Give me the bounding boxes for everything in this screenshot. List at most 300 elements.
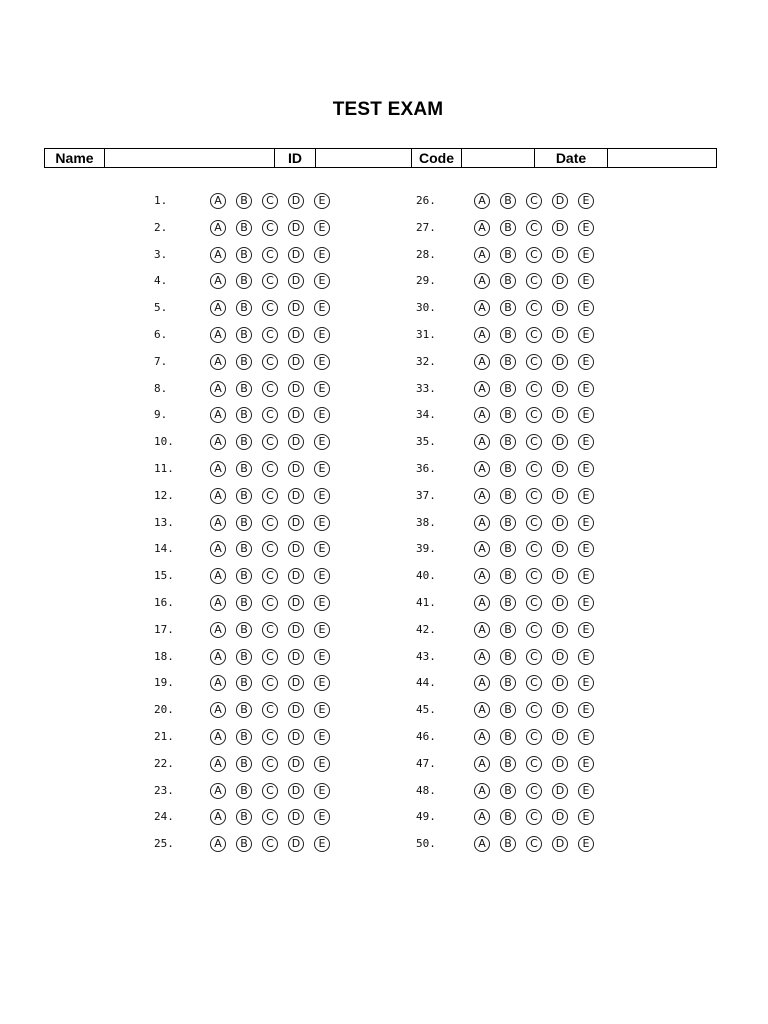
question-number: 17. xyxy=(154,623,174,636)
answer-bubble-a[interactable]: A xyxy=(474,247,490,263)
answer-bubble-c[interactable]: C xyxy=(262,488,278,504)
answer-bubble-c[interactable]: C xyxy=(262,515,278,531)
answer-bubble-e[interactable]: E xyxy=(578,461,594,477)
answer-bubble-b[interactable]: B xyxy=(500,836,516,852)
answer-bubble-e[interactable]: E xyxy=(578,568,594,584)
answer-bubble-a[interactable]: A xyxy=(210,568,226,584)
answer-bubble-b[interactable]: B xyxy=(236,327,252,343)
answer-bubble-e[interactable]: E xyxy=(314,247,330,263)
answer-bubble-a[interactable]: A xyxy=(474,461,490,477)
answer-bubble-d[interactable]: D xyxy=(288,354,304,370)
answer-bubble-d[interactable]: D xyxy=(552,702,568,718)
answer-bubble-e[interactable]: E xyxy=(314,568,330,584)
question-number: 44. xyxy=(416,676,436,689)
question-number: 24. xyxy=(154,810,174,823)
answer-bubble-d[interactable]: D xyxy=(552,354,568,370)
question-number: 47. xyxy=(416,757,436,770)
answer-bubble-b[interactable]: B xyxy=(500,675,516,691)
answer-bubble-b[interactable]: B xyxy=(500,381,516,397)
answer-bubble-d[interactable]: D xyxy=(288,488,304,504)
answer-bubble-a[interactable]: A xyxy=(210,675,226,691)
answer-bubble-e[interactable]: E xyxy=(578,809,594,825)
answer-bubble-b[interactable]: B xyxy=(236,488,252,504)
answer-bubble-e[interactable]: E xyxy=(314,675,330,691)
answer-bubble-a[interactable]: A xyxy=(210,622,226,638)
answer-bubble-c[interactable]: C xyxy=(262,675,278,691)
answer-bubble-b[interactable]: B xyxy=(236,702,252,718)
answer-bubble-b[interactable]: B xyxy=(236,434,252,450)
answer-bubble-c[interactable]: C xyxy=(526,247,542,263)
answer-bubble-a[interactable]: A xyxy=(210,541,226,557)
answer-bubble-e[interactable]: E xyxy=(578,354,594,370)
answer-bubble-a[interactable]: A xyxy=(210,193,226,209)
answer-bubble-b[interactable]: B xyxy=(236,541,252,557)
answer-bubble-e[interactable]: E xyxy=(314,622,330,638)
answer-bubble-c[interactable]: C xyxy=(262,327,278,343)
answer-bubble-e[interactable]: E xyxy=(314,193,330,209)
answer-bubble-c[interactable]: C xyxy=(526,568,542,584)
answer-bubble-d[interactable]: D xyxy=(552,247,568,263)
answer-bubble-e[interactable]: E xyxy=(578,622,594,638)
answer-bubble-a[interactable]: A xyxy=(210,595,226,611)
answer-bubble-d[interactable]: D xyxy=(552,381,568,397)
answer-bubble-c[interactable]: C xyxy=(262,354,278,370)
answer-bubble-a[interactable]: A xyxy=(210,702,226,718)
question-number: 4. xyxy=(154,274,168,287)
answer-bubble-a[interactable]: A xyxy=(474,327,490,343)
question-number: 12. xyxy=(154,489,174,502)
answer-bubble-e[interactable]: E xyxy=(578,756,594,772)
answer-bubble-e[interactable]: E xyxy=(578,649,594,665)
answer-bubble-a[interactable]: A xyxy=(474,836,490,852)
answer-bubble-e[interactable]: E xyxy=(578,247,594,263)
answer-bubble-b[interactable]: B xyxy=(500,756,516,772)
answer-bubble-b[interactable]: B xyxy=(500,434,516,450)
answer-bubble-a[interactable]: A xyxy=(474,220,490,236)
answer-bubble-e[interactable]: E xyxy=(314,809,330,825)
question-number: 37. xyxy=(416,489,436,502)
answer-bubble-c[interactable]: C xyxy=(262,809,278,825)
question-number: 35. xyxy=(416,435,436,448)
answer-bubble-c[interactable]: C xyxy=(526,515,542,531)
answer-bubble-d[interactable]: D xyxy=(552,488,568,504)
answer-bubble-e[interactable]: E xyxy=(578,407,594,423)
question-number: 45. xyxy=(416,703,436,716)
answer-bubble-a[interactable]: A xyxy=(210,247,226,263)
answer-bubble-c[interactable]: C xyxy=(526,595,542,611)
answer-bubble-b[interactable]: B xyxy=(500,702,516,718)
answer-bubble-a[interactable]: A xyxy=(474,381,490,397)
answer-bubble-c[interactable]: C xyxy=(526,327,542,343)
question-number: 27. xyxy=(416,221,436,234)
answer-bubble-b[interactable]: B xyxy=(500,247,516,263)
answer-bubble-a[interactable]: A xyxy=(474,595,490,611)
question-number: 33. xyxy=(416,382,436,395)
answer-bubble-b[interactable]: B xyxy=(236,595,252,611)
answer-bubble-d[interactable]: D xyxy=(288,407,304,423)
name-label: Name xyxy=(45,149,105,167)
question-number: 32. xyxy=(416,355,436,368)
answer-bubble-a[interactable]: A xyxy=(474,809,490,825)
answer-bubble-c[interactable]: C xyxy=(262,461,278,477)
answer-bubble-c[interactable]: C xyxy=(262,622,278,638)
answer-bubble-b[interactable]: B xyxy=(236,783,252,799)
answer-bubble-c[interactable]: C xyxy=(262,247,278,263)
answer-bubble-a[interactable]: A xyxy=(474,702,490,718)
answer-bubble-a[interactable]: A xyxy=(474,568,490,584)
answer-bubble-d[interactable]: D xyxy=(288,595,304,611)
answer-bubble-b[interactable]: B xyxy=(500,622,516,638)
answer-bubble-b[interactable]: B xyxy=(500,568,516,584)
answer-bubble-e[interactable]: E xyxy=(314,783,330,799)
answer-bubble-a[interactable]: A xyxy=(474,622,490,638)
student-info-table xyxy=(44,148,717,168)
answer-bubble-e[interactable]: E xyxy=(578,381,594,397)
answer-bubble-c[interactable]: C xyxy=(262,595,278,611)
answer-bubble-d[interactable]: D xyxy=(552,649,568,665)
answer-bubble-e[interactable]: E xyxy=(314,515,330,531)
answer-bubble-c[interactable]: C xyxy=(526,541,542,557)
answer-bubble-b[interactable]: B xyxy=(500,327,516,343)
question-number: 49. xyxy=(416,810,436,823)
answer-bubble-c[interactable]: C xyxy=(526,783,542,799)
answer-bubble-a[interactable]: A xyxy=(474,649,490,665)
answer-bubble-e[interactable]: E xyxy=(314,702,330,718)
answer-bubble-a[interactable]: A xyxy=(474,300,490,316)
answer-bubble-b[interactable]: B xyxy=(500,649,516,665)
answer-bubble-c[interactable]: C xyxy=(262,220,278,236)
answer-bubble-a[interactable]: A xyxy=(474,488,490,504)
answer-bubble-a[interactable]: A xyxy=(210,836,226,852)
question-number: 39. xyxy=(416,542,436,555)
answer-bubble-d[interactable]: D xyxy=(288,836,304,852)
answer-bubble-e[interactable]: E xyxy=(314,407,330,423)
answer-bubble-b[interactable]: B xyxy=(500,541,516,557)
answer-bubble-c[interactable]: C xyxy=(526,622,542,638)
question-number: 34. xyxy=(416,408,436,421)
answer-bubble-b[interactable]: B xyxy=(236,729,252,745)
answer-bubble-b[interactable]: B xyxy=(500,461,516,477)
answer-bubble-c[interactable]: C xyxy=(262,836,278,852)
answer-bubble-a[interactable]: A xyxy=(474,407,490,423)
answer-bubble-b[interactable]: B xyxy=(236,247,252,263)
question-number: 14. xyxy=(154,542,174,555)
answer-bubble-b[interactable]: B xyxy=(500,354,516,370)
answer-bubble-b[interactable]: B xyxy=(236,273,252,289)
answer-bubble-a[interactable]: A xyxy=(474,675,490,691)
answer-bubble-d[interactable]: D xyxy=(552,541,568,557)
answer-bubble-d[interactable]: D xyxy=(552,756,568,772)
answer-bubble-c[interactable]: C xyxy=(526,756,542,772)
question-number: 15. xyxy=(154,569,174,582)
answer-bubble-b[interactable]: B xyxy=(500,273,516,289)
answer-bubble-b[interactable]: B xyxy=(236,300,252,316)
answer-bubble-b[interactable]: B xyxy=(236,622,252,638)
id-field[interactable] xyxy=(316,149,412,167)
answer-bubble-e[interactable]: E xyxy=(578,729,594,745)
answer-bubble-e[interactable]: E xyxy=(578,836,594,852)
answer-bubble-c[interactable]: C xyxy=(526,836,542,852)
answer-bubble-d[interactable]: D xyxy=(552,515,568,531)
page-title: TEST EXAM xyxy=(332,99,444,120)
answer-bubble-e[interactable]: E xyxy=(578,783,594,799)
answer-bubble-c[interactable]: C xyxy=(526,434,542,450)
answer-bubble-d[interactable]: D xyxy=(288,461,304,477)
question-number: 6. xyxy=(154,328,168,341)
answer-bubble-e[interactable]: E xyxy=(578,702,594,718)
answer-bubble-d[interactable]: D xyxy=(552,220,568,236)
answer-bubble-c[interactable]: C xyxy=(526,407,542,423)
answer-bubble-c[interactable]: C xyxy=(526,220,542,236)
answer-bubble-a[interactable]: A xyxy=(210,354,226,370)
answer-bubble-a[interactable]: A xyxy=(474,515,490,531)
answer-bubble-c[interactable]: C xyxy=(526,702,542,718)
question-number: 40. xyxy=(416,569,436,582)
answer-bubble-c[interactable]: C xyxy=(262,273,278,289)
answer-bubble-b[interactable]: B xyxy=(236,461,252,477)
answer-bubble-a[interactable]: A xyxy=(210,649,226,665)
question-number: 26. xyxy=(416,194,436,207)
answer-bubble-d[interactable]: D xyxy=(288,300,304,316)
answer-bubble-a[interactable]: A xyxy=(210,381,226,397)
answer-bubble-d[interactable]: D xyxy=(288,434,304,450)
question-number: 22. xyxy=(154,757,174,770)
answer-bubble-e[interactable]: E xyxy=(314,381,330,397)
answer-bubble-b[interactable]: B xyxy=(500,193,516,209)
answer-bubble-b[interactable]: B xyxy=(236,756,252,772)
answer-bubble-a[interactable]: A xyxy=(474,783,490,799)
answer-bubble-e[interactable]: E xyxy=(314,729,330,745)
answer-bubble-d[interactable]: D xyxy=(552,300,568,316)
answer-bubble-a[interactable]: A xyxy=(210,273,226,289)
answer-bubble-c[interactable]: C xyxy=(262,649,278,665)
date-field[interactable] xyxy=(608,149,716,167)
answer-bubble-b[interactable]: B xyxy=(500,595,516,611)
answer-bubble-e[interactable]: E xyxy=(578,434,594,450)
answer-bubble-c[interactable]: C xyxy=(526,649,542,665)
answer-bubble-b[interactable]: B xyxy=(236,568,252,584)
answer-bubble-b[interactable]: B xyxy=(236,809,252,825)
code-input[interactable] xyxy=(462,150,534,168)
answer-bubble-d[interactable]: D xyxy=(288,809,304,825)
answer-bubble-a[interactable]: A xyxy=(210,434,226,450)
answer-bubble-e[interactable]: E xyxy=(578,541,594,557)
answer-bubble-b[interactable]: B xyxy=(500,407,516,423)
answer-bubble-b[interactable]: B xyxy=(500,300,516,316)
answer-bubble-c[interactable]: C xyxy=(526,461,542,477)
answer-bubble-c[interactable]: C xyxy=(526,729,542,745)
answer-bubble-d[interactable]: D xyxy=(552,675,568,691)
answer-bubble-a[interactable]: A xyxy=(210,220,226,236)
answer-bubble-a[interactable]: A xyxy=(474,729,490,745)
question-number: 16. xyxy=(154,596,174,609)
answer-bubble-e[interactable]: E xyxy=(578,595,594,611)
question-number: 8. xyxy=(154,382,168,395)
answer-bubble-c[interactable]: C xyxy=(526,488,542,504)
answer-bubble-a[interactable]: A xyxy=(210,783,226,799)
answer-bubble-c[interactable]: C xyxy=(262,407,278,423)
question-number: 38. xyxy=(416,516,436,529)
answer-bubble-a[interactable]: A xyxy=(210,327,226,343)
answer-bubble-e[interactable]: E xyxy=(578,327,594,343)
answer-bubble-d[interactable]: D xyxy=(552,273,568,289)
answer-bubble-d[interactable]: D xyxy=(288,273,304,289)
answer-bubble-d[interactable]: D xyxy=(288,675,304,691)
answer-bubble-b[interactable]: B xyxy=(236,515,252,531)
answer-bubble-a[interactable]: A xyxy=(474,273,490,289)
id-input[interactable] xyxy=(316,150,411,168)
answer-bubble-a[interactable]: A xyxy=(474,541,490,557)
answer-bubble-c[interactable]: C xyxy=(262,541,278,557)
answer-bubble-c[interactable]: C xyxy=(262,756,278,772)
question-number: 20. xyxy=(154,703,174,716)
answer-bubble-d[interactable]: D xyxy=(552,783,568,799)
date-input[interactable] xyxy=(608,150,716,168)
answer-bubble-c[interactable]: C xyxy=(526,300,542,316)
answer-bubble-b[interactable]: B xyxy=(236,220,252,236)
answer-bubble-a[interactable]: A xyxy=(210,756,226,772)
answer-bubble-e[interactable]: E xyxy=(314,300,330,316)
answer-bubble-c[interactable]: C xyxy=(526,354,542,370)
question-number: 31. xyxy=(416,328,436,341)
answer-bubble-d[interactable]: D xyxy=(288,756,304,772)
answer-bubble-e[interactable]: E xyxy=(314,273,330,289)
answer-bubble-c[interactable]: C xyxy=(262,568,278,584)
answer-bubble-b[interactable]: B xyxy=(236,675,252,691)
answer-bubble-e[interactable]: E xyxy=(314,461,330,477)
answer-bubble-b[interactable]: B xyxy=(500,783,516,799)
answer-bubble-e[interactable]: E xyxy=(314,434,330,450)
answer-bubble-c[interactable]: C xyxy=(262,434,278,450)
answer-bubble-d[interactable]: D xyxy=(288,783,304,799)
question-number: 42. xyxy=(416,623,436,636)
answer-bubble-a[interactable]: A xyxy=(474,354,490,370)
answer-bubble-a[interactable]: A xyxy=(210,515,226,531)
answer-bubble-b[interactable]: B xyxy=(500,515,516,531)
answer-bubble-d[interactable]: D xyxy=(552,622,568,638)
answer-bubble-e[interactable]: E xyxy=(314,327,330,343)
answer-bubble-c[interactable]: C xyxy=(526,675,542,691)
answer-bubble-d[interactable]: D xyxy=(288,220,304,236)
question-number: 2. xyxy=(154,221,168,234)
answer-bubble-c[interactable]: C xyxy=(526,809,542,825)
answer-bubble-a[interactable]: A xyxy=(210,809,226,825)
answer-bubble-d[interactable]: D xyxy=(552,568,568,584)
answer-bubble-b[interactable]: B xyxy=(236,407,252,423)
question-number: 11. xyxy=(154,462,174,475)
answer-bubble-b[interactable]: B xyxy=(500,809,516,825)
answer-bubble-c[interactable]: C xyxy=(262,783,278,799)
question-number: 28. xyxy=(416,248,436,261)
question-number: 3. xyxy=(154,248,168,261)
answer-bubble-d[interactable]: D xyxy=(552,193,568,209)
answer-bubble-b[interactable]: B xyxy=(236,836,252,852)
answer-bubble-a[interactable]: A xyxy=(474,193,490,209)
answer-bubble-d[interactable]: D xyxy=(288,702,304,718)
answer-bubble-e[interactable]: E xyxy=(314,488,330,504)
answer-bubble-e[interactable]: E xyxy=(578,220,594,236)
answer-bubble-a[interactable]: A xyxy=(474,756,490,772)
answer-bubble-a[interactable]: A xyxy=(210,729,226,745)
name-input[interactable] xyxy=(105,150,274,168)
answer-bubble-d[interactable]: D xyxy=(288,622,304,638)
answer-bubble-e[interactable]: E xyxy=(578,515,594,531)
answer-bubble-d[interactable]: D xyxy=(288,515,304,531)
answer-bubble-e[interactable]: E xyxy=(314,836,330,852)
answer-bubble-b[interactable]: B xyxy=(500,729,516,745)
answer-bubble-d[interactable]: D xyxy=(288,327,304,343)
question-number: 43. xyxy=(416,650,436,663)
answer-bubble-a[interactable]: A xyxy=(210,461,226,477)
answer-bubble-e[interactable]: E xyxy=(314,220,330,236)
question-number: 36. xyxy=(416,462,436,475)
answer-bubble-d[interactable]: D xyxy=(552,327,568,343)
answer-bubble-d[interactable]: D xyxy=(552,407,568,423)
answer-bubble-a[interactable]: A xyxy=(210,488,226,504)
answer-bubble-d[interactable]: D xyxy=(288,193,304,209)
answer-bubble-c[interactable]: C xyxy=(262,702,278,718)
answer-bubble-d[interactable]: D xyxy=(552,461,568,477)
question-number: 19. xyxy=(154,676,174,689)
answer-bubble-b[interactable]: B xyxy=(236,354,252,370)
answer-bubble-d[interactable]: D xyxy=(552,836,568,852)
answer-bubble-d[interactable]: D xyxy=(552,729,568,745)
question-number: 23. xyxy=(154,784,174,797)
question-number: 46. xyxy=(416,730,436,743)
answer-bubble-d[interactable]: D xyxy=(288,381,304,397)
answer-bubble-b[interactable]: B xyxy=(500,220,516,236)
answer-bubble-e[interactable]: E xyxy=(314,595,330,611)
answer-bubble-d[interactable]: D xyxy=(288,649,304,665)
answer-bubble-d[interactable]: D xyxy=(552,434,568,450)
answer-bubble-d[interactable]: D xyxy=(288,729,304,745)
answer-bubble-c[interactable]: C xyxy=(262,729,278,745)
answer-bubble-b[interactable]: B xyxy=(236,193,252,209)
answer-bubble-e[interactable]: E xyxy=(314,354,330,370)
answer-bubble-c[interactable]: C xyxy=(526,381,542,397)
answer-bubble-a[interactable]: A xyxy=(210,300,226,316)
answer-bubble-c[interactable]: C xyxy=(526,273,542,289)
answer-bubble-e[interactable]: E xyxy=(578,675,594,691)
answer-bubble-b[interactable]: B xyxy=(236,381,252,397)
answer-bubble-d[interactable]: D xyxy=(288,247,304,263)
answer-bubble-c[interactable]: C xyxy=(262,381,278,397)
question-number: 41. xyxy=(416,596,436,609)
answer-bubble-d[interactable]: D xyxy=(288,541,304,557)
name-field[interactable] xyxy=(105,149,275,167)
answer-bubble-d[interactable]: D xyxy=(552,809,568,825)
answer-bubble-e[interactable]: E xyxy=(578,273,594,289)
answer-bubble-c[interactable]: C xyxy=(262,300,278,316)
answer-bubble-b[interactable]: B xyxy=(236,649,252,665)
answer-bubble-b[interactable]: B xyxy=(500,488,516,504)
answer-bubble-a[interactable]: A xyxy=(210,407,226,423)
question-number: 10. xyxy=(154,435,174,448)
code-field[interactable] xyxy=(462,149,535,167)
answer-bubble-c[interactable]: C xyxy=(526,193,542,209)
answer-bubble-e[interactable]: E xyxy=(314,756,330,772)
answer-bubble-c[interactable]: C xyxy=(262,193,278,209)
question-number: 7. xyxy=(154,355,168,368)
answer-bubble-d[interactable]: D xyxy=(288,568,304,584)
answer-bubble-e[interactable]: E xyxy=(314,541,330,557)
answer-bubble-d[interactable]: D xyxy=(552,595,568,611)
answer-bubble-e[interactable]: E xyxy=(578,488,594,504)
answer-bubble-e[interactable]: E xyxy=(314,649,330,665)
answer-bubble-e[interactable]: E xyxy=(578,300,594,316)
answer-bubble-e[interactable]: E xyxy=(578,193,594,209)
answer-bubble-a[interactable]: A xyxy=(474,434,490,450)
